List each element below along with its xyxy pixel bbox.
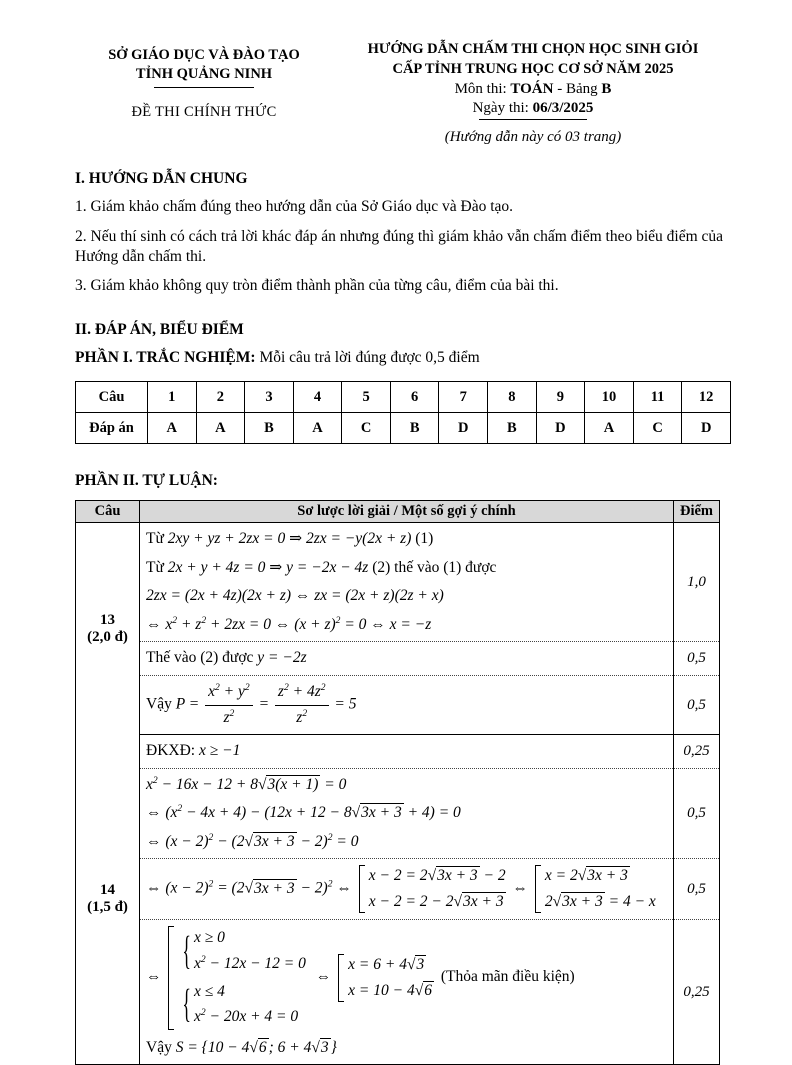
subject-label: Môn thi: <box>454 81 511 98</box>
solution-step <box>140 768 674 859</box>
mc-answer: B <box>245 413 294 444</box>
solution-row <box>76 735 720 768</box>
mc-question-row <box>76 382 731 413</box>
solution-step <box>140 920 674 1065</box>
date-label: Ngày thi: <box>472 100 533 117</box>
mc-answer: D <box>439 413 488 444</box>
mc-answer: A <box>196 413 245 444</box>
mc-col: 7 <box>439 382 488 413</box>
mc-answer: A <box>148 413 197 444</box>
solution-row <box>76 675 720 734</box>
solution-step <box>140 859 674 920</box>
header-diem: Điểm <box>674 501 720 523</box>
mc-col: 6 <box>390 382 439 413</box>
guideline-item-1: 1. Giám khảo chấm đúng theo hướng dẫn của Sở Giáo dục và Đào tạo. <box>75 198 514 216</box>
math-line: ⇔ $(x - 2)^2 = (2√3x + 3 - 2)^2$ ⇔ x − 2 = 2√3x + 3 − 2 x − 2 = 2 − 2√3x + 3 ⇔ x = 2√3x + 3 2√3x + 3 = 4 − x <box>146 861 667 917</box>
subject-separator: - Bảng <box>553 81 602 98</box>
document-title-line1: HƯỚNG DẪN CHẤM THI CHỌN HỌC SINH GIỎI <box>367 41 699 57</box>
date-value: 06/3/2025 <box>532 100 594 117</box>
question-14-label <box>76 735 140 1065</box>
step-score: 0,25 <box>674 920 720 1065</box>
document-header <box>75 40 734 146</box>
solution-row <box>76 642 720 675</box>
subject-value: TOÁN <box>510 81 554 98</box>
solution-row <box>76 768 720 859</box>
mc-answer: D <box>536 413 585 444</box>
step-score: 0,5 <box>674 642 720 675</box>
mc-row-label: Câu <box>76 382 148 413</box>
mc-answer: C <box>342 413 391 444</box>
math-line: Từ 2x + y + 4z = 0 ⇒ y = −2x − 4z (2) thế vào (1) được <box>146 558 497 576</box>
mc-answer-label: Đáp án <box>76 413 148 444</box>
subject-line <box>333 81 733 98</box>
mc-answer: B <box>390 413 439 444</box>
step-score: 1,0 <box>674 523 720 642</box>
section2-title: II. ĐÁP ÁN, BIỂU ĐIỂM <box>75 320 244 338</box>
solution-step <box>140 523 674 642</box>
document-title-line2: CẤP TỈNH TRUNG HỌC CƠ SỞ NĂM 2025 <box>392 60 674 77</box>
header-cau: Câu <box>76 501 140 523</box>
math-line: ⇔ $(x^2 - 4x + 4) - (12x + 12 - 8√3x + 3 + 4) = 0$ <box>146 803 461 822</box>
guideline-item-2: 2. Nếu thí sinh có cách trả lời khác đáp án nhưng đúng thì giám khảo vẫn chấm điểm theo biểu điểm của Hướng dẫn chấm thi. <box>75 227 724 266</box>
math-line: ĐKXĐ: x ≥ −1 <box>146 742 241 760</box>
step-score: 0,5 <box>674 675 720 734</box>
section1-title: I. HƯỚNG DẪN CHUNG <box>75 170 248 188</box>
question-points: (1,5 đ) <box>87 899 128 916</box>
math-line: 2zx = (2x + 4z)(2x + z) ⇔ zx = (2x + z)(2z + x) <box>146 587 444 605</box>
mc-col: 10 <box>585 382 634 413</box>
mc-col: 3 <box>245 382 294 413</box>
essay-solution-table <box>75 500 720 1065</box>
solution-step <box>140 675 674 734</box>
exam-date-line <box>333 100 733 117</box>
question-number: 14 <box>100 882 115 899</box>
solution-row <box>76 920 720 1065</box>
header-right-block <box>333 40 733 146</box>
math-line: Từ 2xy + yz + 2zx = 0 ⇒ 2zx = −y(2x + z) (1) <box>146 530 434 548</box>
mc-answer: C <box>633 413 682 444</box>
subject-board: B <box>601 81 612 98</box>
mc-col: 5 <box>342 382 391 413</box>
issuing-authority-line1: SỞ GIÁO DỤC VÀ ĐÀO TẠO <box>108 47 300 63</box>
step-score: 0,25 <box>674 735 720 768</box>
math-line: Thế vào (2) được y = −2z <box>146 649 307 667</box>
part1-label: PHẦN I. TRẮC NGHIỆM: <box>75 348 256 366</box>
question-13-label <box>76 523 140 735</box>
exam-type-label: ĐỀ THI CHÍNH THỨC <box>131 103 277 120</box>
mc-answer-row <box>76 413 731 444</box>
math-line: ⇔ $x^2 + z^2 + 2zx = 0$ ⇔ $(x + z)^2 = 0$ ⇔ x = −z <box>146 614 432 633</box>
header-right-rule <box>479 119 587 120</box>
question-number: 13 <box>100 612 115 629</box>
solution-step <box>140 642 674 675</box>
mc-answer: B <box>488 413 537 444</box>
header-left-rule <box>154 87 254 88</box>
question-points: (2,0 đ) <box>87 629 128 646</box>
math-line: Vậy S = {10 − 4√6 ; 6 + 4√3 } <box>146 1038 337 1056</box>
mc-col: 8 <box>488 382 537 413</box>
solution-row <box>76 523 720 642</box>
part1-heading <box>75 348 734 368</box>
math-line: $x^2 - 16x - 12 + 8√3(x + 1) = 0$ <box>146 774 347 793</box>
issuing-authority-line2: TỈNH QUẢNG NINH <box>135 65 273 82</box>
math-line: ⇔ { x ≥ 0 $x^2 - 12x - 12 = 0$ { x ≤ 4 $x^2 - 20x + 4 = 0$ ⇔ x = 6 + 4√3 x = 10 − 4√6 (Thỏa mãn điều kiện) <box>146 922 667 1033</box>
mc-col: 9 <box>536 382 585 413</box>
part2-heading: PHẦN II. TỰ LUẬN: <box>75 472 218 490</box>
mc-answer: D <box>682 413 731 444</box>
mc-answer: A <box>585 413 634 444</box>
mc-col: 4 <box>293 382 342 413</box>
page-count-note: (Hướng dẫn này có 03 trang) <box>444 129 622 146</box>
header-soluoc: Sơ lược lời giải / Một số gợi ý chính <box>140 501 674 523</box>
solution-row <box>76 859 720 920</box>
multiple-choice-table <box>75 381 731 444</box>
mc-col: 1 <box>148 382 197 413</box>
mc-col: 11 <box>633 382 682 413</box>
header-left-block <box>75 40 333 146</box>
step-score: 0,5 <box>674 768 720 859</box>
guideline-item-3: 3. Giám khảo không quy tròn điểm thành phần của từng câu, điểm của bài thi. <box>75 277 559 295</box>
mc-col: 2 <box>196 382 245 413</box>
math-line: Vậy P = $\frac{x^2 + y^2}{z^2}$ = $\frac{z^2 + 4z^2}{z^2}$ = 5 <box>146 681 357 726</box>
step-score: 0,5 <box>674 859 720 920</box>
solution-header-row <box>76 501 720 523</box>
mc-answer: A <box>293 413 342 444</box>
math-line: ⇔ $(x - 2)^2 - (2√3x + 3 - 2)^2 = 0$ <box>146 831 359 851</box>
solution-step <box>140 735 674 768</box>
part1-description: Mỗi câu trả lời đúng được 0,5 điểm <box>255 348 480 366</box>
mc-col: 12 <box>682 382 731 413</box>
